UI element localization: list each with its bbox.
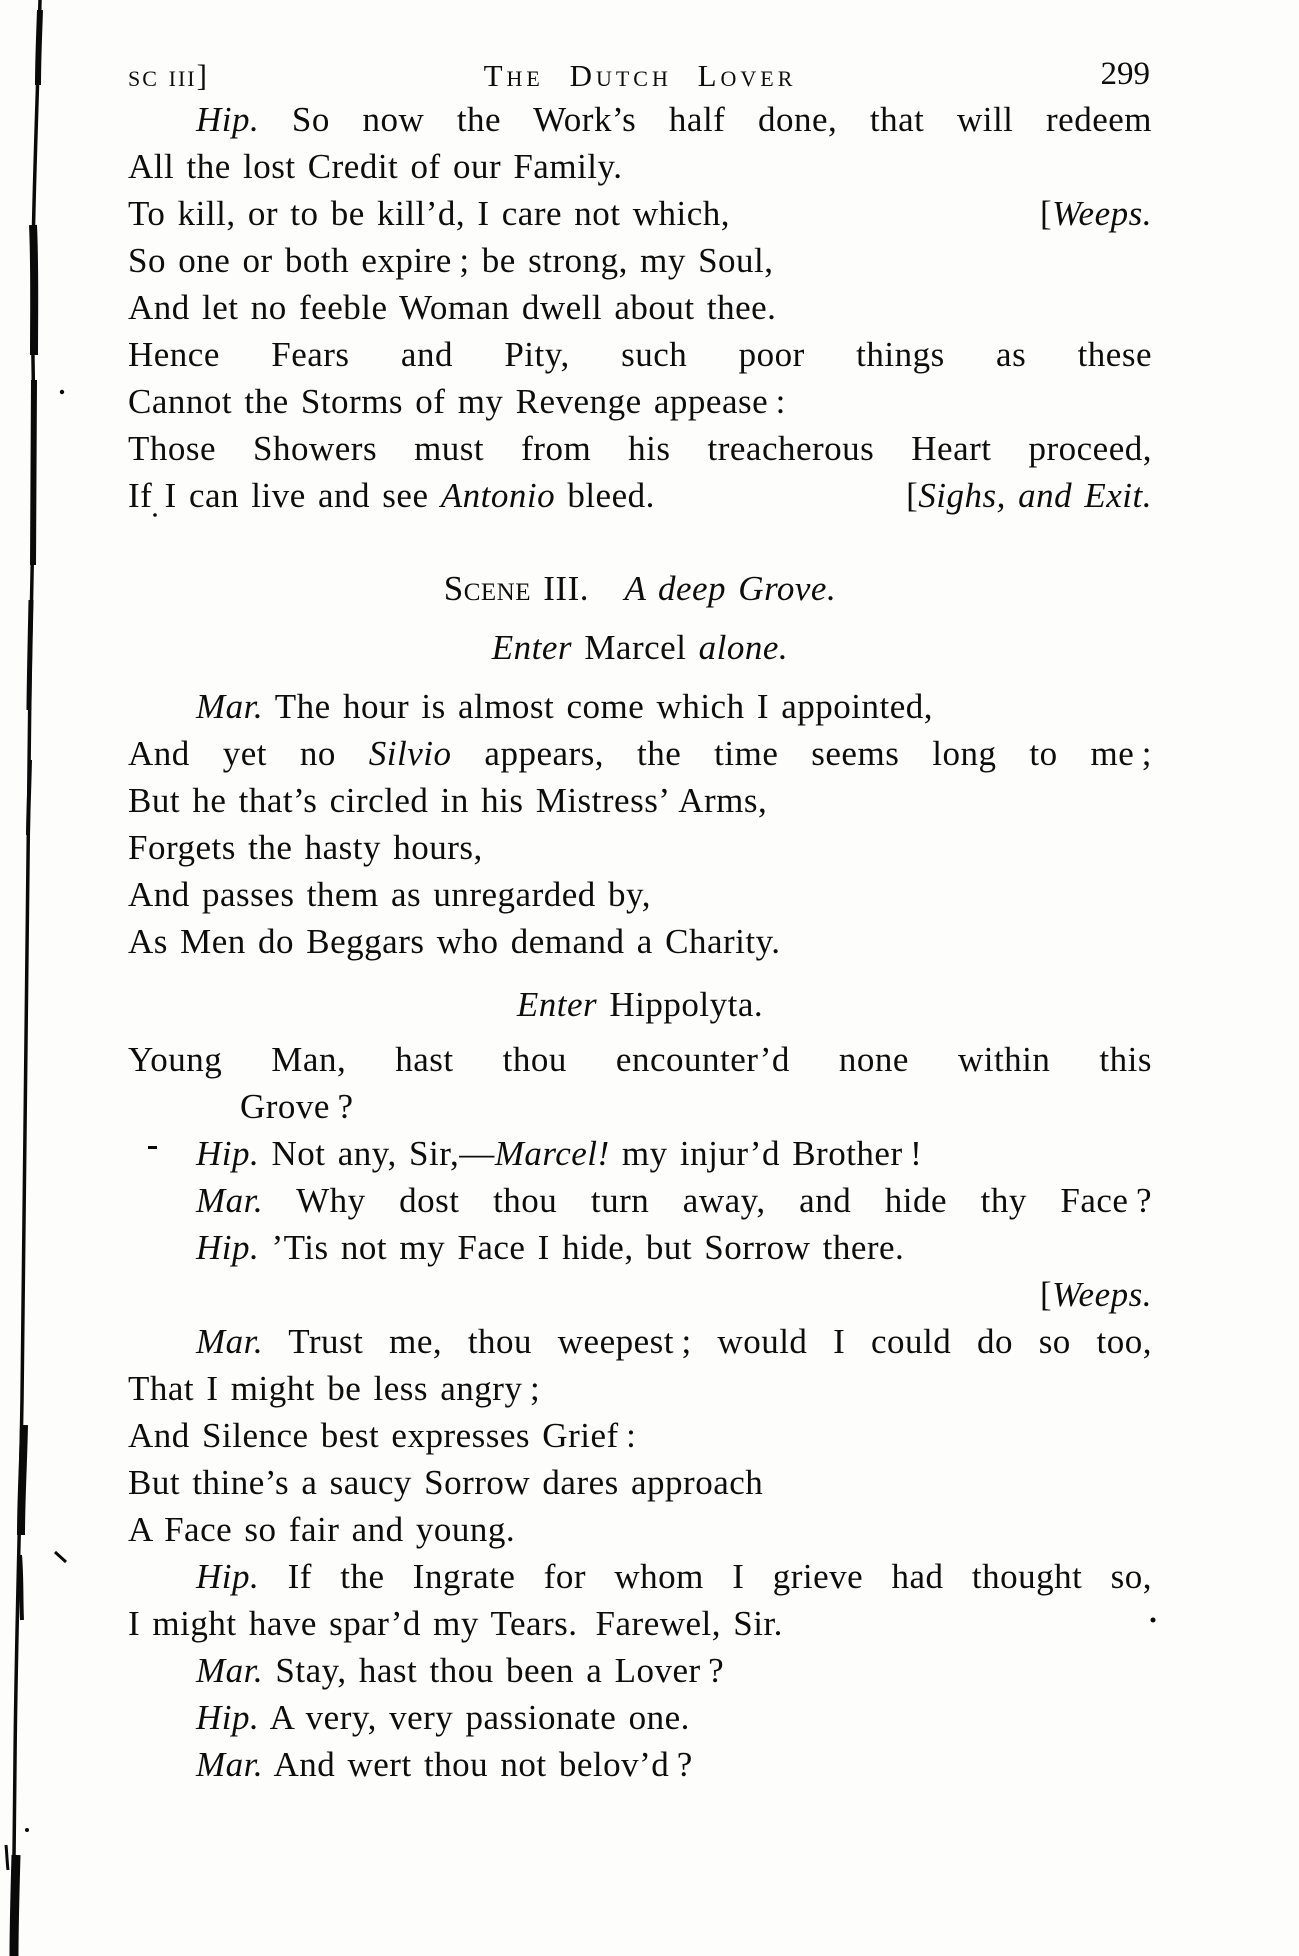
stage-direction-line: [Weeps.	[1039, 1275, 1152, 1314]
speech-line: A Face so fair and young.	[128, 1510, 516, 1549]
speech-line: But thine’s a saucy Sorrow dares approach	[128, 1463, 764, 1502]
scene-heading: Scene III. A deep Grove.	[443, 569, 837, 608]
speech-line: Mar. Trust me, thou weepest ; would I could do so too,	[196, 1322, 1152, 1361]
scene-label: sc iii]	[128, 58, 209, 93]
speech-line: As Men do Beggars who demand a Charity.	[128, 922, 781, 961]
running-header	[128, 56, 1152, 96]
speech-line: And yet no Silvio appears, the time seems long to me ;	[128, 734, 1152, 773]
speech-line: To kill, or to be kill’d, I care not which, [Weeps.	[128, 190, 1152, 237]
speech-line: Mar. Stay, hast thou been a Lover ?	[196, 1651, 725, 1690]
speech-line: Hip. ’Tis not my Face I hide, but Sorrow there.	[196, 1228, 905, 1267]
speech-line: And let no feeble Woman dwell about thee.	[128, 288, 777, 327]
inline-stage-direction: [Sighs, and Exit.	[906, 476, 1152, 515]
text-column	[128, 96, 1152, 1788]
speech-line: Hip. Not any, Sir,—Marcel! my injur’d Brother !	[196, 1134, 923, 1173]
speech-line: Cannot the Storms of my Revenge appease :	[128, 382, 786, 421]
speech-line: Mar. And wert thou not belov’d ?	[196, 1745, 693, 1784]
speech-line: All the lost Credit of our Family.	[128, 147, 623, 186]
speech-line: I might have spar’d my Tears. Farewel, Sir.	[128, 1604, 783, 1643]
speech-line: Hence Fears and Pity, such poor things as these	[128, 335, 1152, 374]
speech-line: Hip. If the Ingrate for whom I grieve had thought so,	[196, 1557, 1152, 1596]
stage-direction-line: Enter Marcel alone.	[491, 628, 789, 667]
speech-line: But he that’s circled in his Mistress’ Arms,	[128, 781, 768, 820]
speech-line: And passes them as unregarded by,	[128, 875, 651, 914]
running-title: The Dutch Lover	[483, 58, 797, 93]
speech-line: Forgets the hasty hours,	[128, 828, 483, 867]
speech-line: If I can live and see Antonio bleed. [Sighs, and Exit.	[128, 472, 1152, 519]
speech-line: Grove ?	[240, 1087, 354, 1126]
speech-line: Hip. A very, very passionate one.	[196, 1698, 690, 1737]
speech-line: So one or both expire ; be strong, my Soul,	[128, 241, 774, 280]
speech-line: And Silence best expresses Grief :	[128, 1416, 637, 1455]
speech-line: That I might be less angry ;	[128, 1369, 541, 1408]
speech-line: Mar. The hour is almost come which I appointed,	[196, 687, 934, 726]
speech-line: Hip. So now the Work’s half done, that will redeem	[196, 100, 1152, 139]
speech-line: Young Man, hast thou encounter’d none within this	[128, 1040, 1152, 1079]
inline-stage-direction: [Weeps.	[1039, 194, 1152, 233]
speech-line: Mar. Why dost thou turn away, and hide thy Face ?	[196, 1181, 1152, 1220]
speech-line: Those Showers must from his treacherous Heart proceed,	[128, 429, 1152, 468]
page-number: 299	[1100, 56, 1150, 92]
stage-direction-line: Enter Hippolyta.	[516, 985, 764, 1024]
